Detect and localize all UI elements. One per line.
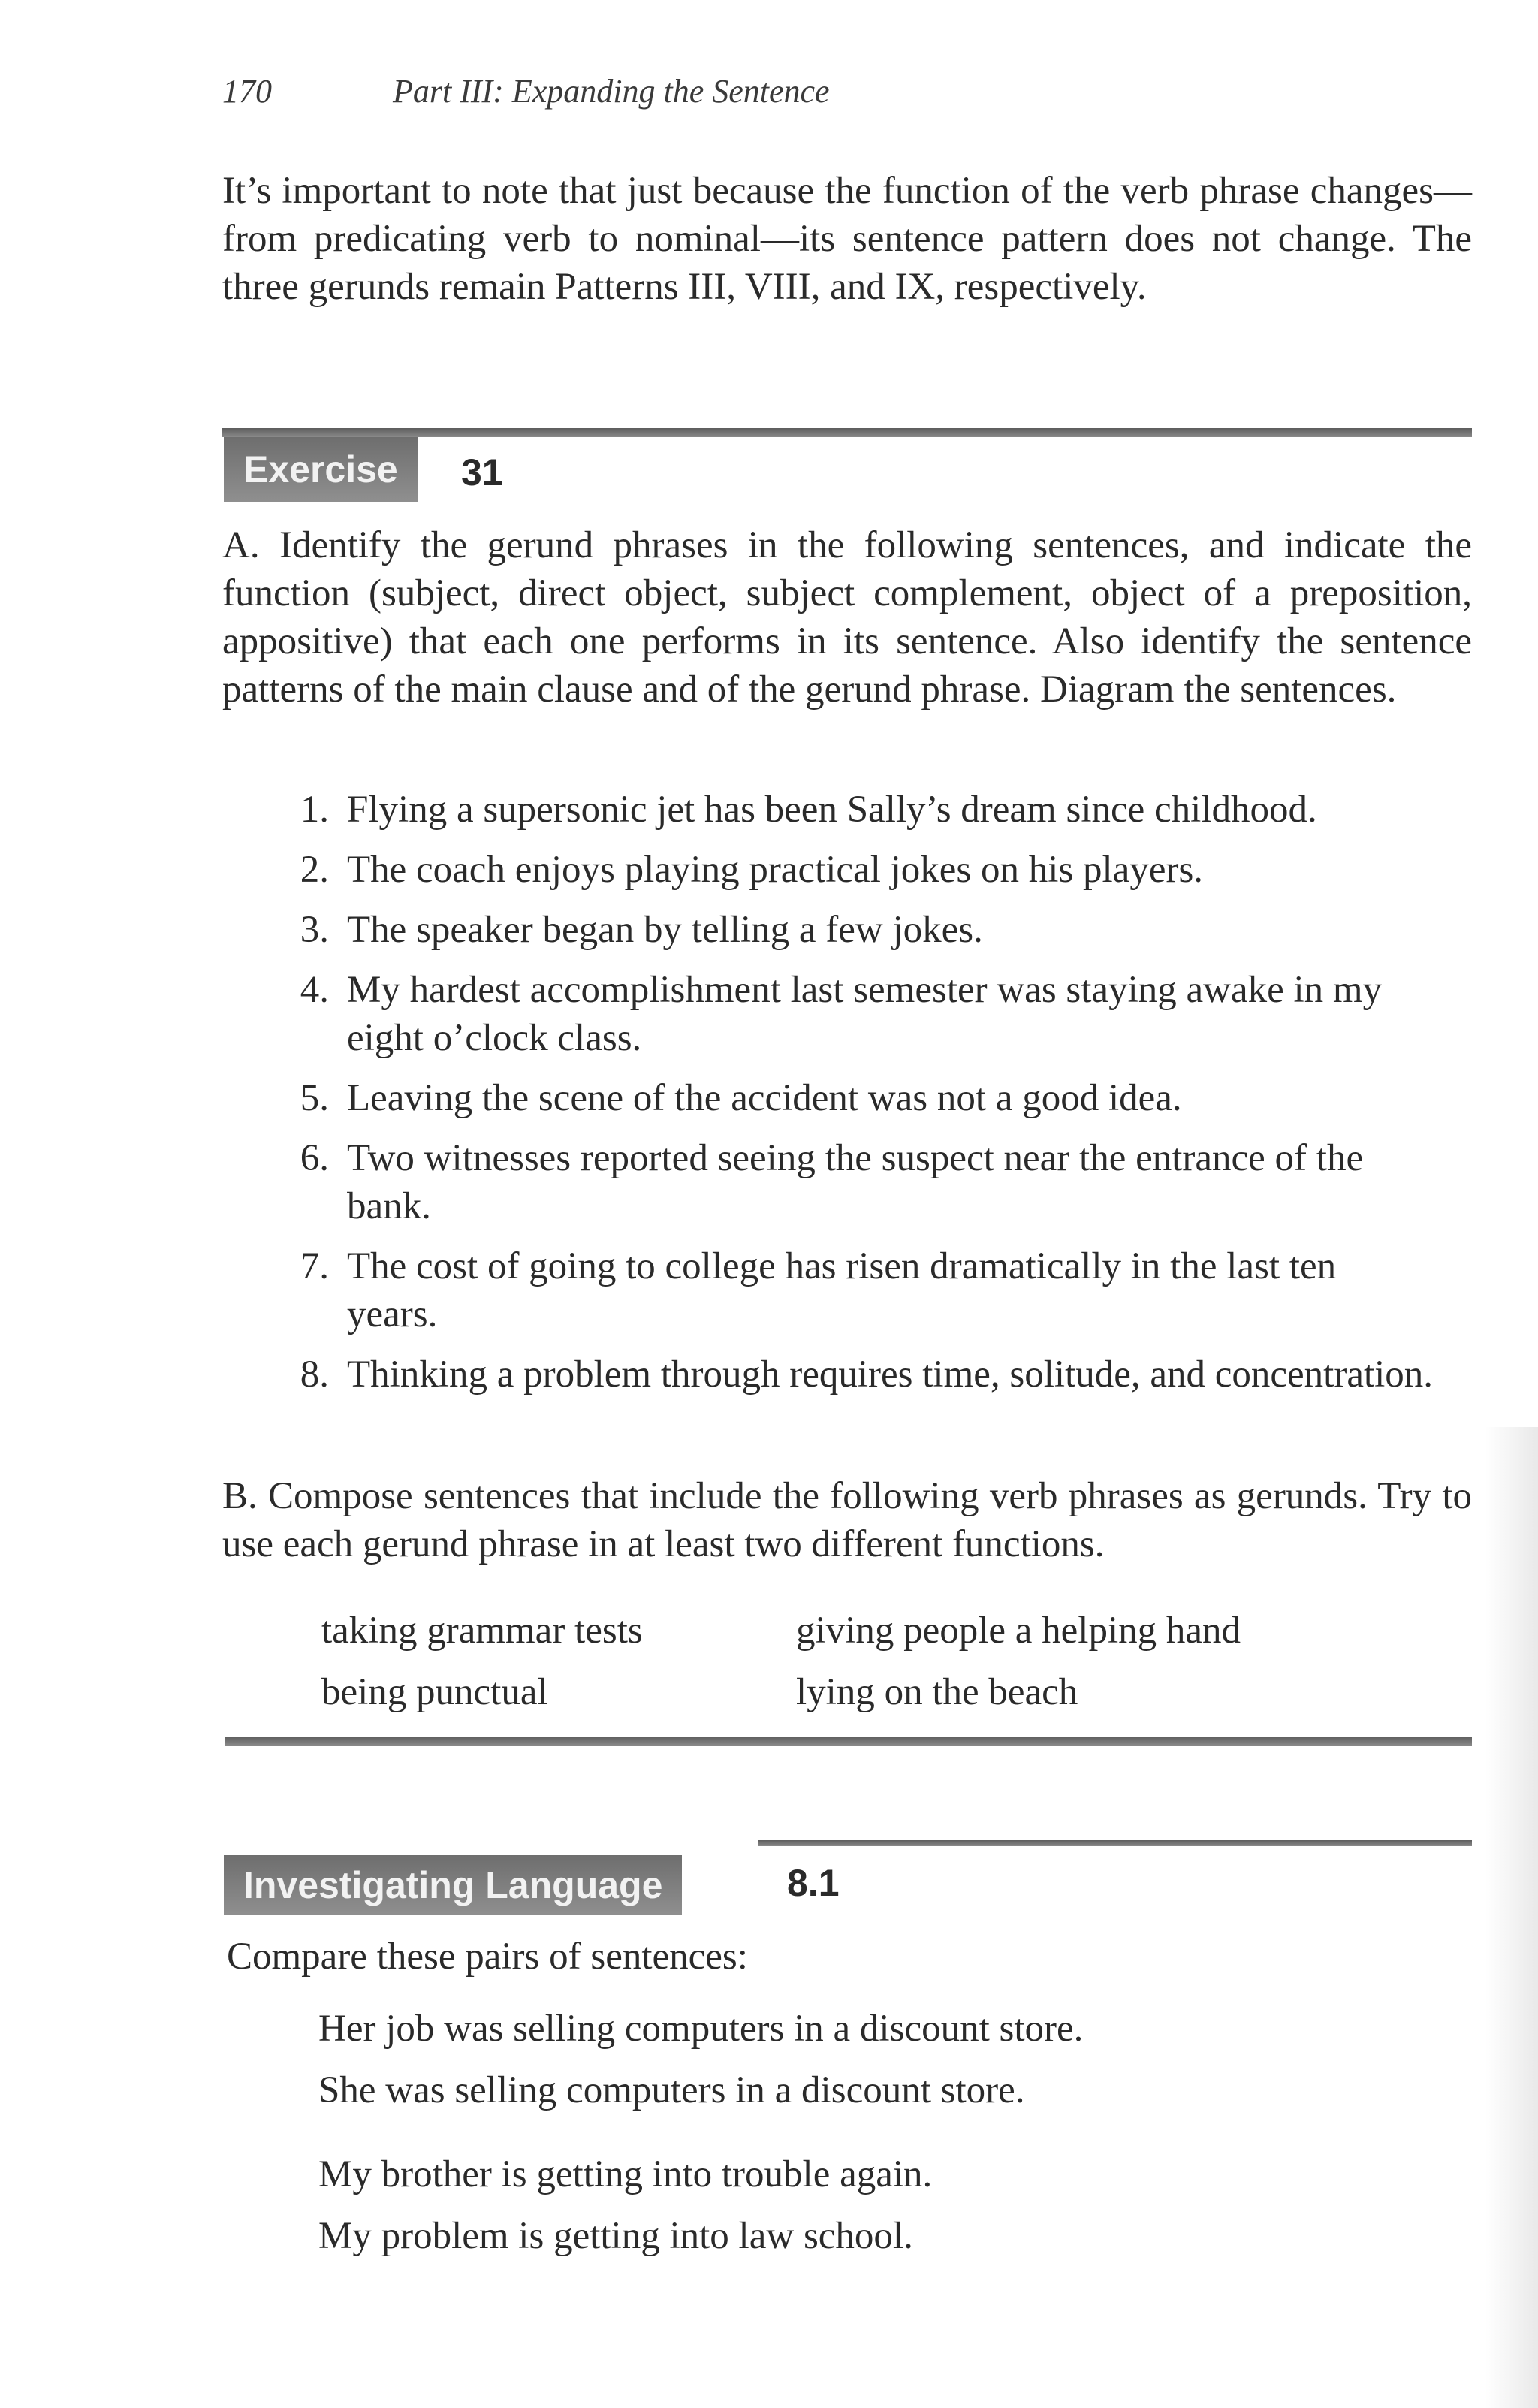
exercise-part-b: B. Compose sentences that include the following verb phrases as gerunds. Try to use each gerund phrase in at least two different functions. (222, 1475, 1472, 1565)
phrase-item: taking grammar tests (321, 1610, 643, 1652)
intro-paragraph: It’s important to note that just because the function of the verb phrase changes—from predicating verb to nominal—its sentence pattern does not change. The three gerunds remain Patterns III, VIII, and IX, respectively. (222, 170, 1472, 308)
exercise-top-rule (222, 428, 1472, 437)
pair-sentence: My problem is getting into law school. (318, 2215, 913, 2257)
phrase-item: being punctual (321, 1671, 548, 1713)
running-title: Part III: Expanding the Sentence (393, 73, 830, 110)
pair-sentence: Her job was selling computers in a discount store. (318, 2008, 1084, 2050)
phrase-item: lying on the beach (796, 1671, 1078, 1713)
pair-sentence: She was selling computers in a discount store. (318, 2069, 1025, 2111)
phrase-item: giving people a helping hand (796, 1610, 1241, 1652)
page-number: 170 (222, 73, 272, 110)
exercise-label: Exercise (224, 437, 418, 502)
investigating-number: 8.1 (787, 1862, 840, 1904)
investigating-intro: Compare these pairs of sentences: (227, 1936, 748, 1978)
investigating-top-rule (758, 1840, 1472, 1846)
running-header (222, 72, 830, 110)
list-item: 8. Thinking a problem through requires time, solitude, and concentration. (300, 1353, 1434, 1396)
investigating-label: Investigating Language (224, 1855, 682, 1915)
exercise-bottom-rule (225, 1737, 1472, 1746)
list-item: 1. Flying a supersonic jet has been Sally’s dream since childhood. (300, 789, 1317, 831)
list-item: 2. The coach enjoys playing practical jokes on his players. (300, 849, 1204, 891)
list-item: 3. The speaker began by telling a few jokes. (300, 909, 983, 951)
exercise-number: 31 (461, 451, 503, 493)
list-item: 4. My hardest accomplishment last semester was staying awake in my eight o’clock class. (300, 969, 1383, 1059)
page-edge-shadow (1485, 1427, 1538, 2408)
pair-sentence: My brother is getting into trouble again. (318, 2153, 933, 2195)
sentence-pair (318, 1998, 1083, 2121)
exercise-part-a: A. Identify the gerund phrases in the following sentences, and indicate the function (subject, direct object, subject complement, object of a preposition, appositive) that each one performs in its sentence. Also identify the sentence patterns of the main clause and of the gerund phrase. Diagram the sentences. (222, 524, 1472, 711)
list-item: 5. Leaving the scene of the accident was not a good idea. (300, 1077, 1182, 1119)
list-item: 6. Two witnesses reported seeing the suspect near the entrance of the bank. (300, 1137, 1364, 1227)
sentence-pair (318, 2144, 932, 2267)
exercise-sentence-list (282, 786, 1434, 1411)
list-item: 7. The cost of going to college has risen dramatically in the last ten years. (300, 1245, 1337, 1335)
